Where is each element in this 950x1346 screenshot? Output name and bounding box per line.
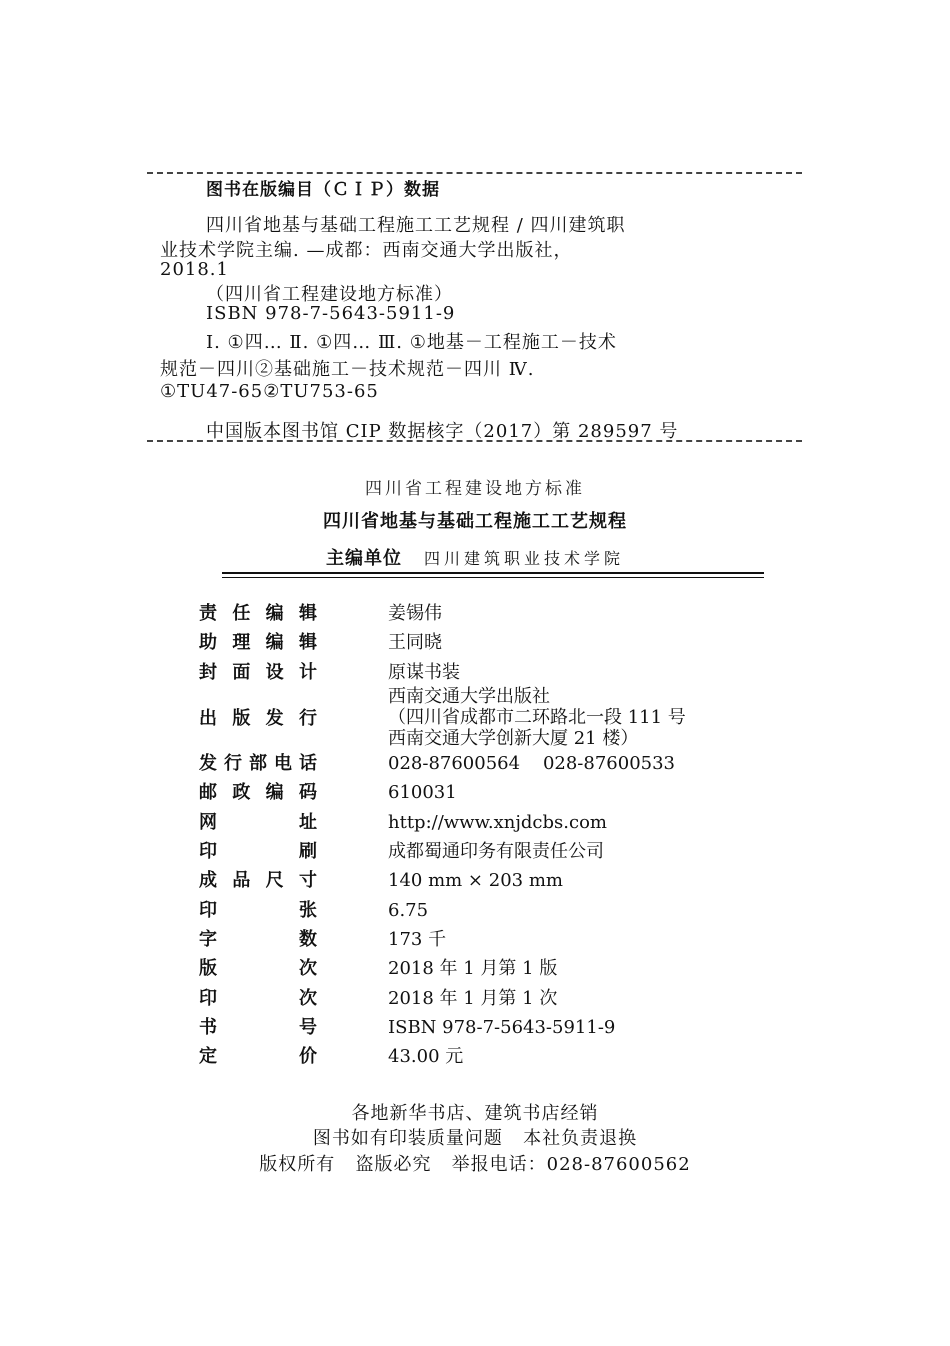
series-name: 四川省工程建设地方标准 bbox=[365, 479, 585, 499]
cip-verification: 中国版本图书馆 CIP 数据核字（2017）第 289597 号 bbox=[206, 421, 679, 442]
cip-line: 业技术学院主编. —成都：西南交通大学出版社， bbox=[160, 240, 573, 261]
cip-line: ISBN 978-7-5643-5911-9 bbox=[206, 303, 456, 324]
cip-line: 规范－四川②基础施工－技术规范－四川 Ⅳ. bbox=[160, 359, 535, 380]
detail-label: 定 价 bbox=[199, 1046, 317, 1067]
detail-label: 出 版 发 行 bbox=[199, 708, 317, 729]
detail-value: 43.00 元 bbox=[388, 1046, 464, 1067]
detail-value: 6.75 bbox=[388, 900, 429, 921]
detail-value: 西南交通大学创新大厦 21 楼） bbox=[388, 728, 639, 749]
detail-label: 网 址 bbox=[199, 812, 317, 833]
footer-distribution: 各地新华书店、建筑书店经销 bbox=[351, 1103, 599, 1124]
cip-line: （四川省工程建设地方标准） bbox=[206, 284, 453, 305]
detail-value: 成都蜀通印务有限责任公司 bbox=[388, 841, 604, 862]
detail-label: 助 理 编 辑 bbox=[199, 632, 317, 653]
detail-value: 原谋书装 bbox=[388, 662, 460, 683]
cip-line: Ⅰ. ①四… Ⅱ. ①四… Ⅲ. ①地基－工程施工－技术 bbox=[206, 332, 617, 353]
cip-line: 四川省地基与基础工程施工工艺规程 / 四川建筑职 bbox=[206, 215, 626, 236]
footer-copyright: 版权所有 盗版必究 举报电话：028-87600562 bbox=[259, 1154, 691, 1175]
cip-line: ①TU47-65②TU753-65 bbox=[160, 381, 379, 402]
detail-value: 西南交通大学出版社 bbox=[388, 686, 550, 707]
detail-label: 印 张 bbox=[199, 900, 317, 921]
detail-value: http://www.xnjdcbs.com bbox=[388, 812, 607, 833]
cip-line: 2018.1 bbox=[160, 259, 229, 280]
detail-value: 姜锡伟 bbox=[388, 603, 442, 624]
detail-label: 书 号 bbox=[199, 1017, 317, 1038]
cip-top-border bbox=[147, 172, 802, 174]
title-rule-thick bbox=[222, 572, 764, 574]
detail-label: 邮 政 编 码 bbox=[199, 782, 317, 803]
detail-value: 140 mm × 203 mm bbox=[388, 870, 563, 891]
title-rule-thin bbox=[222, 577, 764, 578]
detail-label: 责 任 编 辑 bbox=[199, 603, 317, 624]
cip-heading: 图书在版编目（ＣＩＰ）数据 bbox=[206, 180, 440, 200]
detail-label: 字 数 bbox=[199, 929, 317, 950]
detail-label: 封 面 设 计 bbox=[199, 662, 317, 683]
detail-value: 028-87600564 028-87600533 bbox=[388, 753, 675, 774]
chief-editor-value: 四川建筑职业技术学院 bbox=[423, 549, 624, 568]
detail-value: 2018 年 1 月第 1 次 bbox=[388, 988, 558, 1009]
detail-value: （四川省成都市二环路北一段 111 号 bbox=[388, 707, 686, 728]
detail-value: 王同晓 bbox=[388, 632, 442, 653]
chief-editor-label: 主编单位 bbox=[325, 548, 402, 569]
detail-value: 173 千 bbox=[388, 929, 447, 950]
cip-bottom-border bbox=[147, 440, 802, 442]
detail-label: 成 品 尺 寸 bbox=[199, 870, 317, 891]
footer-quality: 图书如有印装质量问题 本社负责退换 bbox=[312, 1128, 638, 1149]
detail-label: 版 次 bbox=[199, 958, 317, 979]
detail-value: ISBN 978-7-5643-5911-9 bbox=[388, 1017, 616, 1038]
book-title: 四川省地基与基础工程施工工艺规程 bbox=[323, 511, 627, 532]
chief-editor bbox=[0, 544, 950, 570]
detail-value: 610031 bbox=[388, 782, 457, 803]
detail-value: 2018 年 1 月第 1 版 bbox=[388, 958, 558, 979]
detail-label: 发 行 部 电 话 bbox=[199, 753, 317, 774]
detail-label: 印 刷 bbox=[199, 841, 317, 862]
detail-label: 印 次 bbox=[199, 988, 317, 1009]
